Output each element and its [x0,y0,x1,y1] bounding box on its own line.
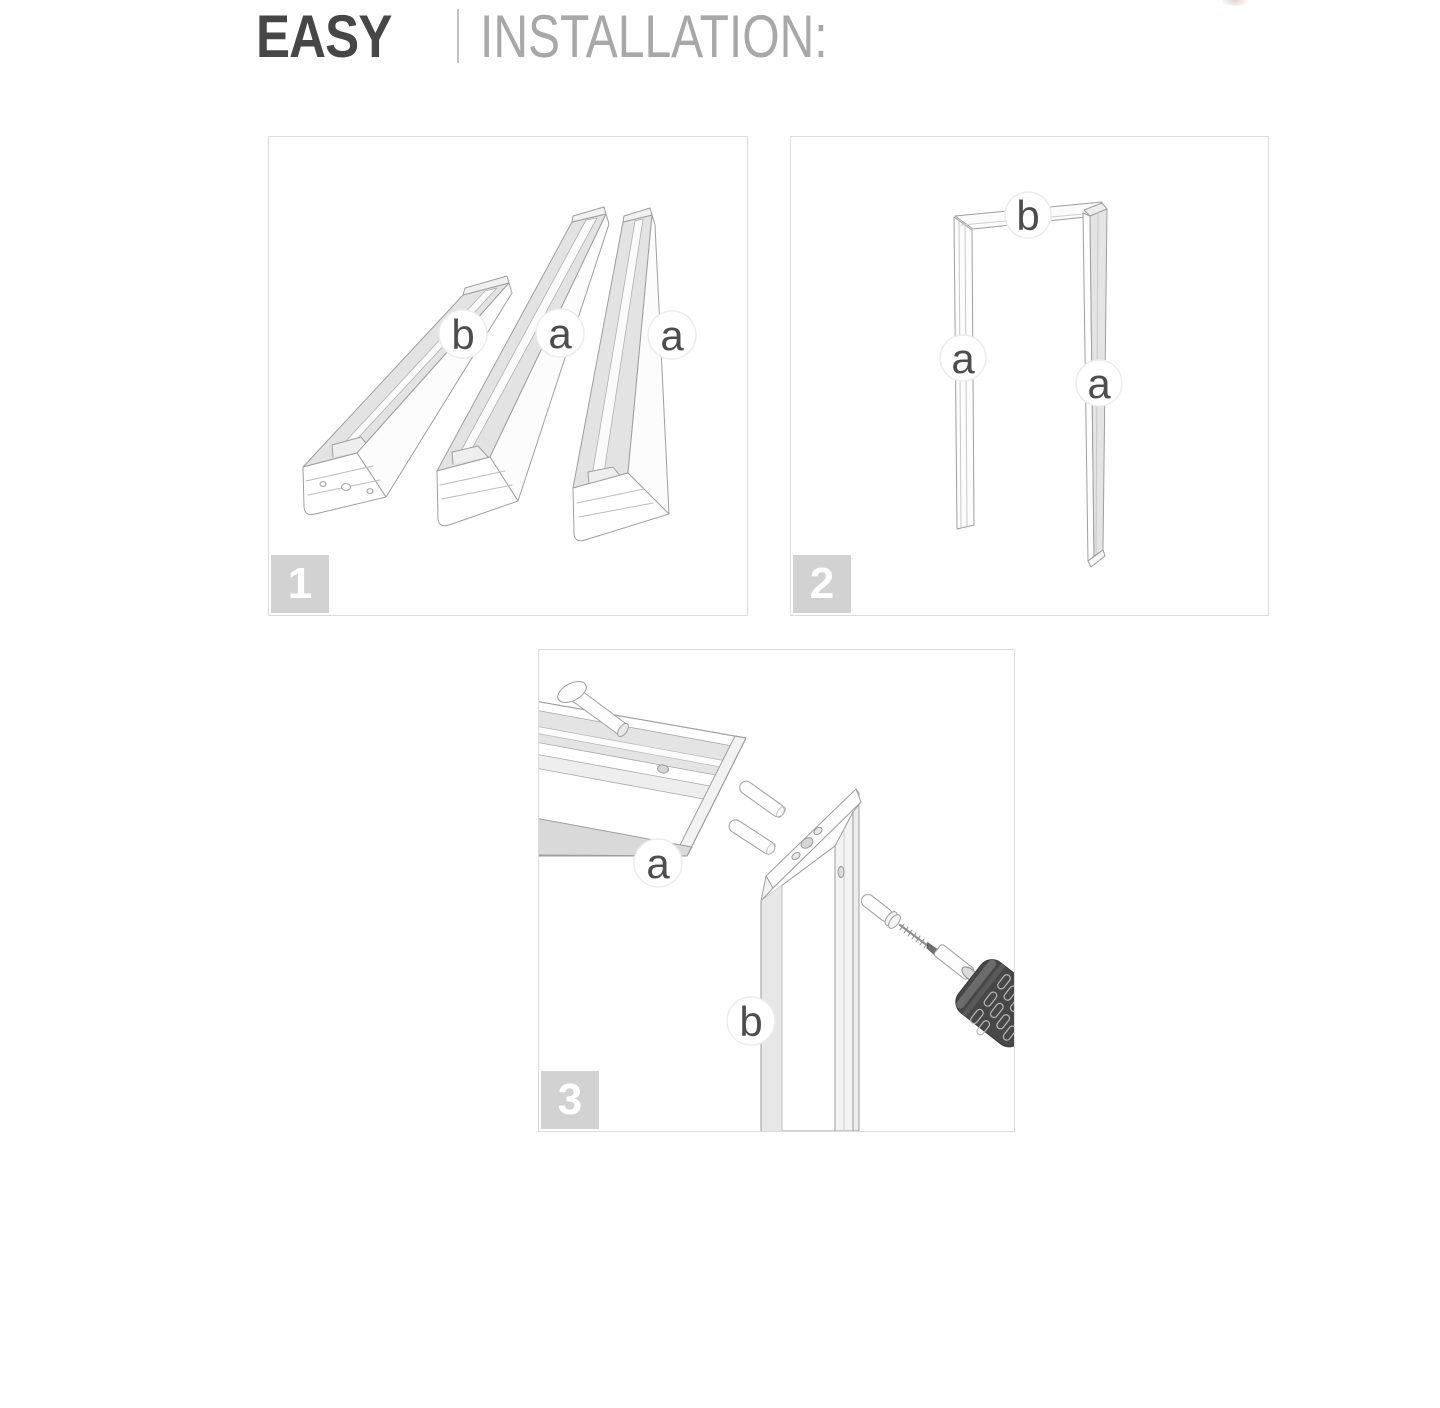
part-label-text: a [951,335,975,382]
part-label-b [727,997,775,1045]
header-board-a [539,701,746,856]
vertical-post-b [761,789,861,1131]
part-label-a1 [940,335,986,382]
part-label-a1 [536,309,584,357]
loose-dowel-2 [727,817,778,856]
cropped-logo-fragment [1222,0,1248,6]
step-3-panel [538,649,1015,1132]
page-title-secondary: INSTALLATION: [480,2,829,70]
frame-profile-boards-illustration [269,137,747,615]
page-title-primary: EASY [256,2,392,70]
title-divider [457,9,459,63]
dowel-hole [320,482,326,487]
step-2-panel [790,136,1269,616]
part-label-b [439,310,487,358]
step-number-badge: 3 [541,1071,599,1129]
page-title [256,2,915,70]
corner-assembly-illustration [539,650,1014,1131]
part-label-text: b [1016,192,1040,239]
wall-anchor [859,892,903,931]
part-label-a [634,839,682,887]
step-number-badge: 1 [271,555,329,613]
step-number-badge: 2 [793,555,851,613]
part-label-b [1005,192,1051,239]
step-1-panel [268,136,748,616]
loose-dowel-1 [737,779,787,820]
screw-hole [838,867,844,878]
dowel-hole [342,484,351,491]
part-label-text: a [660,312,684,359]
part-label-text: b [739,998,763,1045]
part-label-text: a [548,310,572,357]
part-label-a2 [648,311,696,359]
part-label-text: b [451,311,475,358]
screw [900,924,928,948]
assembled-frame-illustration [791,137,1268,615]
part-label-text: a [1087,360,1111,407]
dowel-hole [367,489,373,494]
part-label-text: a [646,840,670,887]
part-label-a2 [1076,360,1122,407]
